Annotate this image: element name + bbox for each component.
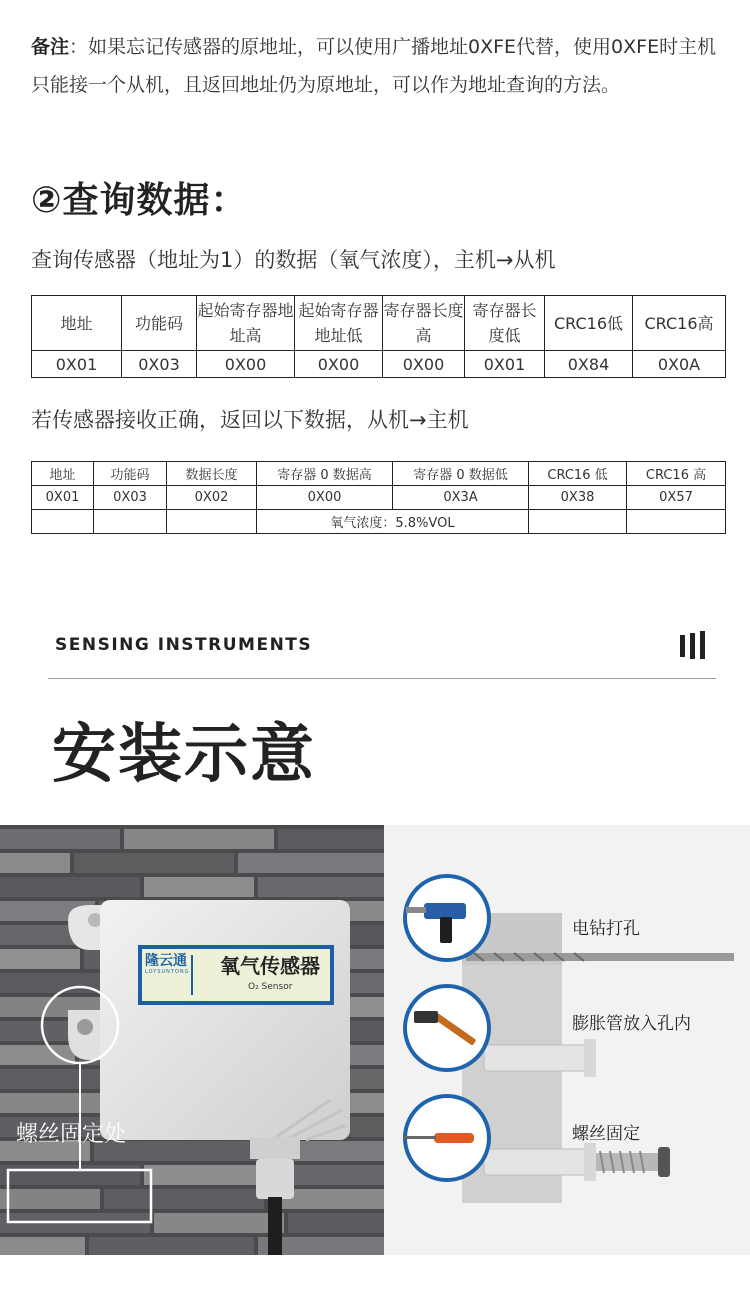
step-drill: 电钻打孔 — [572, 919, 640, 939]
note-paragraph — [31, 28, 721, 104]
device-name: 氧气传感器 — [220, 954, 320, 978]
note-label: 备注 — [31, 36, 70, 58]
header-cell: 数据长度 — [167, 462, 257, 486]
header-cell: 寄存器 0 数据高 — [257, 462, 393, 486]
header-cell: 地址 — [32, 462, 94, 486]
value-cell: 0X01 — [465, 351, 545, 378]
value-cell: 0X0A — [633, 351, 726, 378]
steps-illustration — [384, 825, 750, 1255]
header-cell: 功能码 — [122, 296, 197, 351]
value-cell: 0X02 — [167, 486, 257, 510]
query-table-header-row — [32, 296, 726, 351]
concentration-note: 氧气浓度：5.8%VOL — [257, 510, 529, 534]
reply-table-note-row — [32, 510, 726, 534]
value-cell: 0X84 — [545, 351, 633, 378]
bars-icon — [678, 631, 708, 659]
install-title: 安装示意 — [52, 718, 316, 792]
header-cell: 地址 — [32, 296, 122, 351]
value-cell: 0X00 — [197, 351, 295, 378]
header-cell: 功能码 — [94, 462, 167, 486]
header-cell: 寄存器长度高 — [383, 296, 465, 351]
screw-location-label: 螺丝固定处 — [16, 1122, 127, 1147]
value-cell: 0X00 — [257, 486, 393, 510]
header-cell: 起始寄存器地址低 — [295, 296, 383, 351]
header-cell: 寄存器长度低 — [465, 296, 545, 351]
installation-steps-panel — [384, 825, 750, 1255]
query-table — [31, 295, 726, 378]
value-cell: 0X38 — [529, 486, 627, 510]
value-cell: 0X00 — [383, 351, 465, 378]
reply-table-value-row — [32, 486, 726, 510]
reply-table — [31, 461, 726, 534]
query-description: 查询传感器（地址为1）的数据（氧气浓度），主机→从机 — [31, 248, 556, 272]
note-text: ：如果忘记传感器的原地址，可以使用广播地址0XFE代替，使用0XFE时主机只能接一个从机，且返回地址仍为原地址，可以作为地址查询的方法。 — [31, 36, 717, 96]
value-cell: 0X03 — [94, 486, 167, 510]
device-logo-text: 隆云通 — [145, 953, 187, 969]
value-cell: 0X57 — [627, 486, 726, 510]
value-cell: 0X03 — [122, 351, 197, 378]
brand-header: SENSING INSTRUMENTS — [55, 635, 313, 655]
device-sensor-label: O₂ Sensor — [248, 982, 293, 992]
device-logo-sub: LOYSUNTONG — [145, 969, 190, 975]
reply-description: 若传感器接收正确，返回以下数据，从机→主机 — [31, 408, 469, 432]
section-title: ②查询数据： — [31, 180, 248, 221]
query-table-value-row — [32, 351, 726, 378]
value-cell: 0X3A — [393, 486, 529, 510]
value-cell: 0X00 — [295, 351, 383, 378]
header-cell: CRC16 高 — [627, 462, 726, 486]
divider — [48, 678, 716, 679]
value-cell: 0X01 — [32, 351, 122, 378]
step-screw: 螺丝固定 — [572, 1124, 640, 1144]
step-anchor: 膨胀管放入孔内 — [572, 1014, 691, 1034]
reply-table-header-row — [32, 462, 726, 486]
header-cell: CRC16 低 — [529, 462, 627, 486]
header-cell: 起始寄存器地址高 — [197, 296, 295, 351]
installation-photo — [0, 825, 384, 1255]
header-cell: 寄存器 0 数据低 — [393, 462, 529, 486]
header-cell: CRC16低 — [545, 296, 633, 351]
header-cell: CRC16高 — [633, 296, 726, 351]
brick-wall — [0, 825, 384, 1255]
value-cell: 0X01 — [32, 486, 94, 510]
